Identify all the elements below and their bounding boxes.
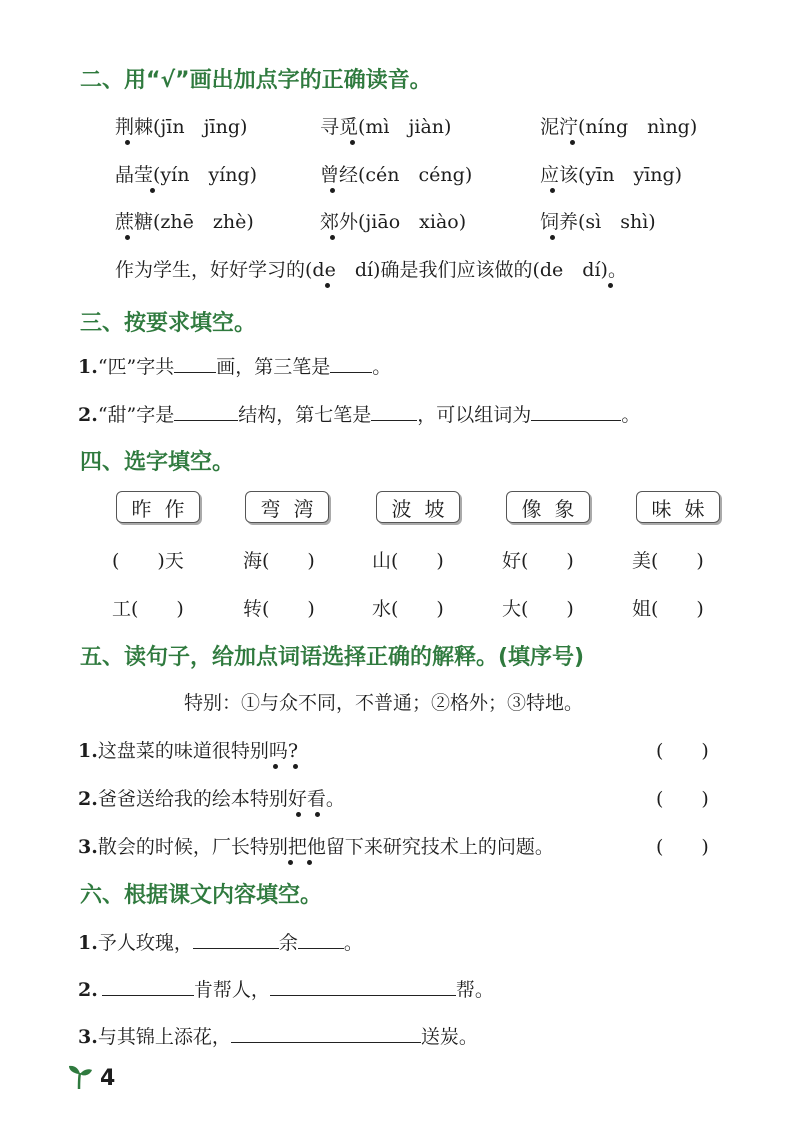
question-text: 。 <box>621 404 641 426</box>
fill-item[interactable]: ( )天 <box>112 550 184 572</box>
pinyin-item: 晶莹(yín yíng) <box>115 164 258 186</box>
emphasis-dot <box>550 188 555 193</box>
sentence-text: 这盘菜的味道很特别吗? <box>97 740 299 762</box>
emphasis-dot <box>150 188 155 193</box>
answer-blank[interactable] <box>174 354 216 373</box>
fill-question-2 <box>78 975 494 1002</box>
section-6-title: 六、根据课文内容填空。 <box>80 883 323 908</box>
answer-blank[interactable] <box>371 402 417 421</box>
sentence-text: 爸爸送给我的绘本特别好看。 <box>97 788 345 810</box>
emphasis-dot <box>550 235 555 240</box>
fill-item[interactable]: 美( ) <box>632 550 704 572</box>
fill-question-3 <box>78 1022 478 1049</box>
fill-item[interactable]: 转( ) <box>243 598 315 620</box>
question-number: 2. <box>78 979 98 1001</box>
answer-blank[interactable] <box>193 930 279 949</box>
emphasis-dot <box>307 860 312 865</box>
fill-question-1 <box>78 352 391 379</box>
emphasis-dot <box>570 140 575 145</box>
pinyin-item: 饲养(sì shì) <box>540 211 656 233</box>
emphasis-dot <box>330 235 335 240</box>
emphasis-dot <box>296 812 301 817</box>
choice-box-1 <box>116 491 200 523</box>
emphasis-dot <box>125 140 130 145</box>
question-text: “甜”字是 <box>97 404 175 426</box>
section-4-title: 四、选字填空。 <box>80 450 235 475</box>
question-text: 与其锦上添花， <box>97 1026 231 1048</box>
fill-item[interactable]: 姐( ) <box>632 598 704 620</box>
question-text: 予人玫瑰， <box>97 932 193 954</box>
choice-char: 湾 <box>293 496 314 521</box>
answer-blank[interactable] <box>298 930 344 949</box>
choice-box-3 <box>376 491 460 523</box>
section-3-title: 三、按要求填空。 <box>80 311 257 336</box>
sentence-item <box>78 784 345 811</box>
answer-parens[interactable]: ( ) <box>656 836 709 858</box>
sprout-icon <box>66 1064 96 1090</box>
fill-item[interactable]: 工( ) <box>112 598 184 620</box>
question-text: 画，第三笔是 <box>216 356 331 378</box>
answer-blank[interactable] <box>270 977 456 996</box>
answer-parens[interactable]: ( ) <box>656 788 709 810</box>
answer-blank[interactable] <box>330 354 372 373</box>
answer-blank[interactable] <box>174 402 238 421</box>
definition-line: 特别：①与众不同，不普通；②格外；③特地。 <box>184 692 584 714</box>
pinyin-item: 寻觅(mì jiàn) <box>320 116 452 138</box>
question-text: 结构，第七笔是 <box>238 404 372 426</box>
fill-item[interactable]: 好( ) <box>502 550 574 572</box>
answer-parens[interactable]: ( ) <box>656 740 709 762</box>
choice-box-5 <box>636 491 720 523</box>
choice-char: 妹 <box>684 496 705 521</box>
question-text: 。 <box>343 932 363 954</box>
pinyin-item: 泥泞(níng nìng) <box>540 116 698 138</box>
emphasis-dot <box>315 812 320 817</box>
question-text: “匹”字共 <box>97 356 175 378</box>
section-2-title: 二、用“√”画出加点字的正确读音。 <box>80 68 432 93</box>
question-number: 2. <box>78 404 98 426</box>
answer-blank[interactable] <box>102 977 194 996</box>
emphasis-dot <box>330 188 335 193</box>
sentence-item <box>78 736 298 763</box>
emphasis-dot <box>273 764 278 769</box>
fill-question-1 <box>78 928 363 955</box>
question-text: 肯帮人， <box>193 979 270 1001</box>
pinyin-item: 荆棘(jīn jīng) <box>115 116 248 138</box>
choice-char: 象 <box>554 496 575 521</box>
question-number: 1. <box>78 740 98 762</box>
fill-question-2 <box>78 400 640 427</box>
emphasis-dot <box>125 235 130 240</box>
emphasis-dot <box>608 283 613 288</box>
question-number: 1. <box>78 932 98 954</box>
fill-item[interactable]: 水( ) <box>372 598 444 620</box>
emphasis-dot <box>325 283 330 288</box>
choice-char: 坡 <box>424 496 445 521</box>
choice-char: 味 <box>651 496 672 521</box>
question-number: 3. <box>78 1026 98 1048</box>
pinyin-item: 郊外(jiāo xiào) <box>320 211 467 233</box>
question-text: 送炭。 <box>420 1026 478 1048</box>
question-number: 1. <box>78 356 98 378</box>
fill-item[interactable]: 海( ) <box>243 550 315 572</box>
pinyin-item: 蔗糖(zhē zhè) <box>115 211 254 233</box>
question-number: 3. <box>78 836 98 858</box>
sentence-item <box>78 832 554 859</box>
question-text: 余 <box>278 932 298 954</box>
page-number: 4 <box>100 1066 116 1091</box>
emphasis-dot <box>293 764 298 769</box>
choice-box-2 <box>245 491 329 523</box>
answer-blank[interactable] <box>531 402 621 421</box>
sentence-text: 散会的时候，厂长特别把他留下来研究技术上的问题。 <box>97 836 554 858</box>
answer-blank[interactable] <box>231 1024 421 1043</box>
question-number: 2. <box>78 788 98 810</box>
pinyin-sentence: 作为学生，好好学习的(de dí)确是我们应该做的(de dí)。 <box>115 259 627 281</box>
choice-char: 像 <box>521 496 542 521</box>
choice-char: 作 <box>164 496 185 521</box>
question-text: ，可以组词为 <box>417 404 532 426</box>
question-text: 帮。 <box>455 979 494 1001</box>
pinyin-item: 应该(yīn yīng) <box>540 164 683 186</box>
choice-char: 昨 <box>131 496 152 521</box>
fill-item[interactable]: 大( ) <box>502 598 574 620</box>
choice-box-4 <box>506 491 590 523</box>
emphasis-dot <box>350 140 355 145</box>
fill-item[interactable]: 山( ) <box>372 550 444 572</box>
emphasis-dot <box>288 860 293 865</box>
choice-char: 弯 <box>260 496 281 521</box>
choice-char: 波 <box>391 496 412 521</box>
section-5-title: 五、读句子，给加点词语选择正确的解释。(填序号) <box>80 645 585 670</box>
pinyin-item: 曾经(cén céng) <box>320 164 473 186</box>
question-text: 。 <box>372 356 392 378</box>
